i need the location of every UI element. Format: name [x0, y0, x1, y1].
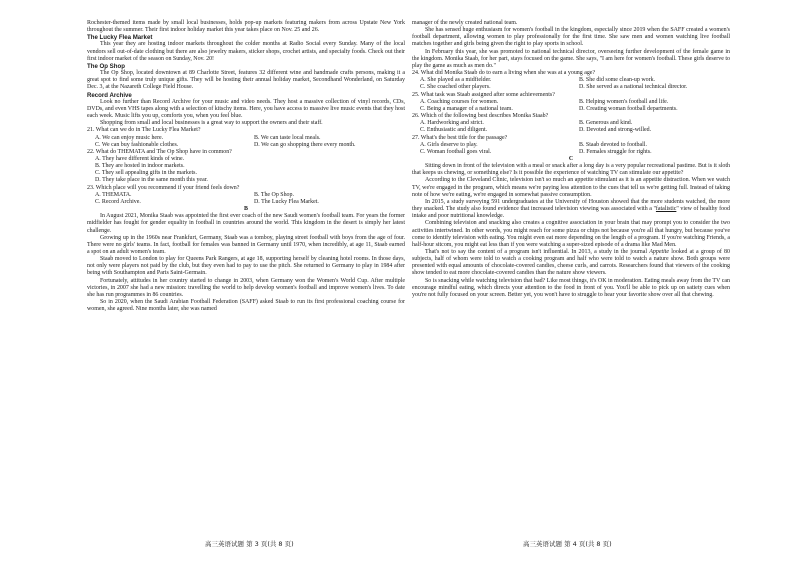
option-26-d: D. Devoted and strong-willed. — [579, 127, 652, 134]
page-footer-right: 高三英语试题 第 4 页(共 8 页) — [523, 540, 612, 548]
option-22-d: D. They take place in the same month this year. — [95, 177, 208, 184]
passage-c-paragraph-4: Combining television and snacking also creates a cognitive association in your brain that may prompt you to consider the two activities intertwined. In other words, you might reach for some pizza or chips not because you're all that hungry, but because you've come to identify television with eating. You might even eat more depending on the length of a program. If you're watching Friends, a half-hour sitcom, you might eat less than if you were watching a super-sized episode of a drama like Mad Men. — [412, 220, 730, 248]
option-24-c: C. She coached other players. — [420, 84, 491, 91]
passage-b-continued: manager of the newly created national team. — [412, 20, 518, 26]
passage-b-paragraph-7: In February this year, she was promoted to national technical director, overseeing further development of the female game in the kingdom. Monika Staab, for her part, stays focused on the game. She says, "I am here for women's football. These girls deserve to play the game as much as men do." — [412, 48, 730, 69]
option-27-d: D. Females struggle for rights. — [579, 148, 652, 155]
option-25-d: D. Creating woman football departments. — [579, 105, 678, 112]
section-c-heading: C — [568, 155, 574, 162]
question-24: 24. What did Monika Staab do to earn a living when she was at a young age? — [412, 70, 596, 77]
option-26-a: A. Hardworking and strict. — [420, 120, 484, 127]
option-27-c: C. Woman football goes viral. — [420, 148, 492, 155]
heading-op-shop: The Op Shop — [87, 62, 125, 70]
question-22-options — [87, 156, 405, 185]
passage-b-paragraph-6: She has sensed huge enthusiasm for women's football in the kingdom, especially since 2019 when the SAFF created a women's football department, allowing women to play professionally for the first time. She saw men and women watching live football matches together and girls being given the right to play sports in school. — [412, 27, 730, 48]
option-24-a: A. She played as a midfielder. — [420, 77, 492, 84]
question-21-options — [87, 135, 405, 149]
intro-paragraph: Rochester-themed items made by small local businesses, holds pop-up markets featuring makers from across Upstate New York throughout the summer. Their first indoor holiday market this year takes place on Nov. 25 and 26. — [87, 20, 405, 34]
option-22-a: A. They have different kinds of wine. — [95, 155, 185, 162]
option-26-b: B. Generous and kind. — [579, 120, 633, 127]
journal-title-appetite: Appetite — [649, 249, 670, 255]
option-22-b: B. They are hosted in indoor markets. — [95, 163, 185, 170]
passage-c-paragraph-3-end: " view of healthy food intake and poor nutritional knowledge. — [412, 206, 730, 220]
passage-c-paragraph-5-start: That's not to say the content of a program isn't influential. In 2013, a study in the journal — [425, 249, 650, 255]
passage-c-paragraph-5-end: looked at a group of 80 subjects, half of whom were told to watch a cooking program and half who were told to watch a nature show. Both groups were presented with equal amounts of chocolate-covered candies, cheese curls, and carrots. Researchers found that viewers of the cooking show tended to eat more chocolate-covered candies than the nature show viewers. — [412, 249, 730, 277]
option-25-b: B. Helping women's football and life. — [579, 98, 669, 105]
question-22: 22. What do THEMATA and The Op Shop have in common? — [87, 148, 232, 155]
option-25-a: A. Coaching courses for women. — [420, 98, 499, 105]
question-23: 23. Which place will you recommend if your friend feels down? — [87, 184, 240, 191]
passage-b-paragraph-3: Staab moved to London to play for Queens Park Rangers, at age 18, supporting herself by cleaning hotel rooms. In those days, not only were players not paid by the club, but they even had to pay to use the pitch. She returned to Germany to play in 1984 after being with Southampton and Paris Saint-Germain. — [87, 256, 405, 277]
passage-c-paragraph-2: According to the Cleveland Clinic, television isn't so much an appetite stimulant as it is an appetite distraction. When we watch TV, we're engaged in the program, which means we're paying less attention to the cues that tell us we're getting full. Instead of taking note of how we're eating, we're engaged in somewhat passive consumption. — [412, 177, 730, 198]
section-b-heading: B — [244, 206, 248, 213]
question-26-options — [412, 120, 730, 134]
option-23-c: C. Record Archive. — [95, 198, 141, 205]
heading-record-archive: Record Archive — [87, 91, 132, 99]
option-24-b: B. She did some clean-up work. — [579, 77, 656, 84]
left-column — [87, 20, 405, 313]
question-26: 26. Which of the following best describes Monika Staab? — [412, 113, 549, 120]
option-21-b: B. We can taste local meals. — [254, 134, 321, 141]
question-23-options — [87, 192, 405, 206]
passage-c-paragraph-3-start: In 2015, a study surveying 591 undergraduates at the University of Houston showed that the more students watched, the more they snacked. The study also found evidence that increased television viewing was associated with a " — [412, 198, 730, 213]
question-21: 21. What can we do in The Lucky Flea Market? — [87, 127, 201, 134]
option-21-c: C. We can buy fashionable clothes. — [95, 141, 179, 148]
question-27-options — [412, 142, 730, 156]
option-27-a: A. Girls deserve to play. — [420, 141, 478, 148]
option-26-c: C. Enthusiastic and diligent. — [420, 127, 488, 134]
option-22-c: C. They sell appealing gifts in the markets. — [95, 170, 197, 177]
option-21-a: A. We can enjoy music here. — [95, 134, 164, 141]
passage-c-paragraph-5 — [412, 249, 730, 278]
option-27-b: B. Staab devoted to football. — [579, 141, 647, 148]
passage-b-paragraph-1: In August 2021, Monika Staab was appointed the first ever coach of the new Saudi women's football team. For years the former midfielder has fought for gender equality in football in countries around the world. This kingdom in the desert is simply her latest challenge. — [87, 213, 405, 234]
passage-b-paragraph-2: Growing up in the 1960s near Frankfurt, Germany, Staab was a tomboy, playing street football with boys from the age of four. There were no girls' teams. In fact, football for females was banned in Germany until 1970, when incredibly, at age 11, Staab earned a spot on an adult women's team. — [87, 234, 405, 255]
question-27: 27. What's the best title for the passage? — [412, 134, 508, 141]
option-21-d: D. We can go shopping there every month. — [254, 141, 356, 148]
passage-c-paragraph-3 — [412, 199, 730, 220]
paragraph-record-archive: Look no further than Record Archive for your music and video needs. They host a massive collection of vinyl records, CDs, DVDs, and even VHS tapes along with a selection of kitschy items. Here, you have access to massive live music events that they host each week. Music lifts you up, comforts you, when you feel blue. — [87, 98, 405, 120]
question-25: 25. What task was Staab assigned after some achievements? — [412, 91, 555, 98]
paragraph-op-shop: The Op Shop, located downtown at 89 Charlotte Street, features 32 different wine and handmade crafts persons, making it a great spot to find some truly unique gifts. They will be hosting their annual holiday market, Secondhand Wonderland, on Saturday Dec. 3, at the Nazareth College Field House. — [87, 70, 405, 91]
paragraph-support-local: Shopping from small and local businesses is a great way to support the owners and their staff. — [100, 120, 323, 127]
page-footer-left: 高三英语试题 第 3 页(共 8 页) — [205, 540, 294, 548]
option-23-d: D. The Lucky Flea Market. — [254, 198, 319, 205]
question-25-options — [412, 99, 730, 113]
option-23-b: B. The Op Shop. — [254, 191, 294, 198]
heading-lucky-flea: The Lucky Flea Market — [87, 34, 153, 42]
option-23-a: A. THEMATA. — [95, 191, 132, 198]
option-25-c: C. Being a manager of a national team. — [420, 105, 513, 112]
passage-b-paragraph-5: So in 2020, when the Saudi Arabian Football Federation (SAFF) asked Staab to run its first professional coaching course for women, she agreed. Nine months later, she was named — [87, 299, 405, 313]
passage-c-paragraph-6: So is snacking while watching television that bad? Like most things, it's OK in moderation. Eating meals away from the TV can encourage mindful eating, which directs your attention to the food in front of you. You'll be able to pick up on satiety cues when you're not fully focused on your screen. Better yet, you won't have to struggle to hear your favorite show over all that chewing. — [412, 277, 730, 298]
option-24-d: D. She served as a national technical director. — [579, 84, 688, 91]
passage-c-paragraph-1: Sitting down in front of the television with a meal or snack after a long day is a very popular recreational pastime. But is it sloth that keeps us chewing, or something else? Is it possible the experience of watching TV can stimulate our appetite? — [412, 163, 730, 177]
right-column — [412, 20, 730, 299]
question-24-options — [412, 77, 730, 91]
passage-b-paragraph-4: Fortunately, attitudes in her country started to change in 2003, when Germany won the Women's World Cup. After multiple victories, in 2007 she had a new mission: travelling the world to help develop women's football and improve women's lives. To date she has run programmes in 86 countries. — [87, 277, 405, 298]
underlined-word-fatalistic: fatalistic — [655, 206, 677, 213]
paragraph-lucky-flea: This year they are hosting indoor markets throughout the colder months at Radio Social every Sunday. Many of the local vendors sell out-of-date clothing but there are also jewelry makers, sticker shops, crochet artists, and specialty foods. Check out their first indoor market of the season on Sunday, Nov. 20! — [87, 41, 405, 62]
